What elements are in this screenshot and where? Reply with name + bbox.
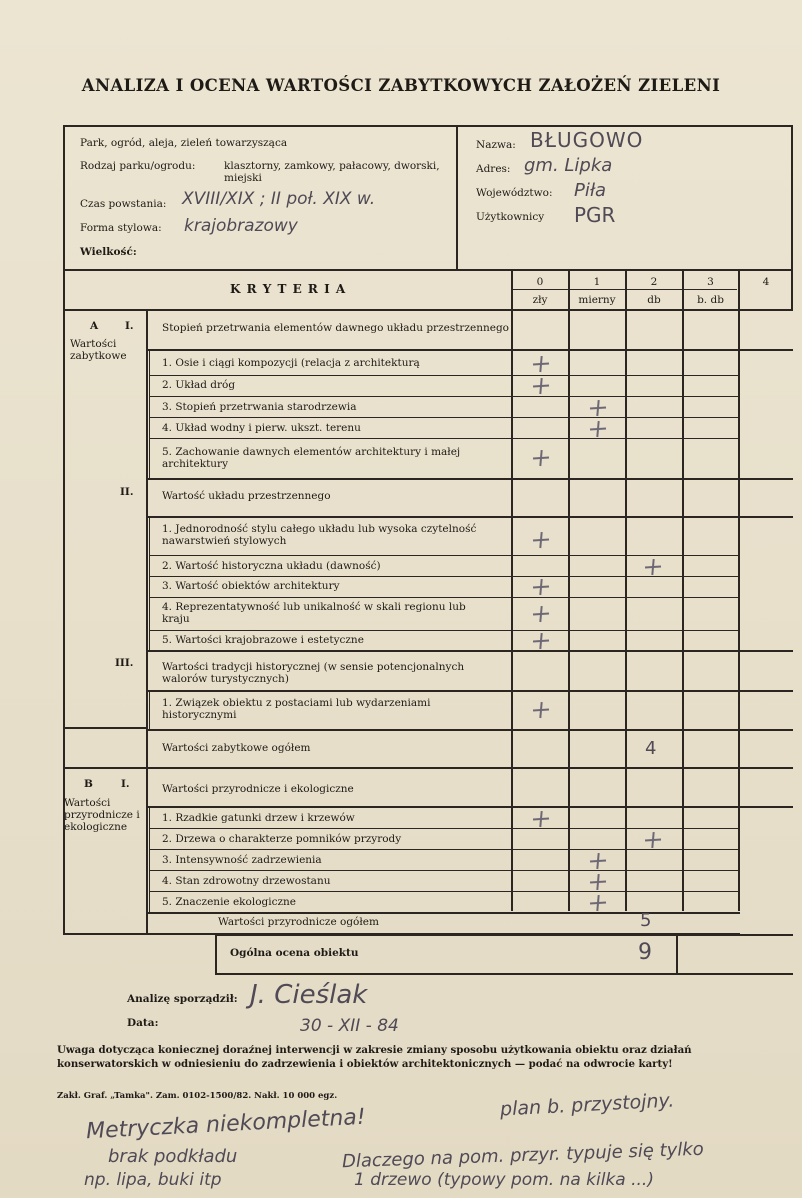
score-mark [645,559,661,575]
row-line [150,438,739,439]
score-mark [533,702,549,718]
a-ii-item-3: 3. Wartość obiektów architektury [162,580,340,592]
score-mark [533,606,549,622]
handwritten-note-6: 1 drzewo (typowy pom. na kilka ...) [354,1170,654,1190]
a-ii-item-5: 5. Wartości krajobrazowe i estetyczne [162,634,364,646]
grade-3: b. db [697,294,724,306]
score-mark [590,853,606,869]
item-border [149,691,150,729]
score-0: 0 [536,276,544,288]
b-i-item-1: 1. Rzadkie gatunki drzew i krzewów [162,812,355,824]
score-mark [533,633,549,649]
item-border [149,350,150,478]
score-mark [590,874,606,890]
nazwa-label: Nazwa: [476,139,516,151]
czas-label: Czas powstania: [80,198,167,210]
score-mark [590,400,606,416]
section-b-name: Wartości przyrodnicze i ekologiczne [64,797,140,833]
a-total-divider [63,727,147,729]
row-line [150,630,739,631]
a-total-top-line [147,729,793,731]
row-line [150,828,739,829]
overall-label: Ogólna ocena obiektu [230,947,359,959]
section-a-letter: A [90,320,99,332]
overall-top-line [215,934,793,936]
score-4: 4 [762,276,770,288]
section-b-letter: B [84,778,93,790]
data-label: Data: [127,1017,159,1029]
row-line [150,576,739,577]
score-mark [533,811,549,827]
overall-bottom-line [215,973,793,975]
a-ii-top-line [147,478,793,480]
adres-value: gm. Lipka [524,155,613,176]
sporzadzil-signature: J. Cieślak [250,980,368,1010]
a-iii-title-line [147,690,793,692]
wielkosc-label: Wielkość: [80,246,137,258]
row-line [150,417,739,418]
a-i-title: Stopień przetrwania elementów dawnego układu przestrzennego [162,322,509,334]
section-a-roman: I. [125,320,134,332]
wojewodztwo-label: Województwo: [476,187,553,199]
b-i-item-4: 4. Stan zdrowotny drzewostanu [162,875,331,887]
col-line-1 [568,270,570,911]
section-a-name: Wartości zabytkowe [70,338,127,362]
a-iii-top-line [147,650,793,652]
handwritten-note-5: np. lipa, buki itp [84,1170,222,1190]
score-mark [590,421,606,437]
row-line [150,597,739,598]
col-line-0 [511,270,513,911]
rodzaj-label: Rodzaj parku/ogrodu: [80,160,196,172]
kryteria-label: K R Y T E R I A [230,282,347,296]
overall-left [215,934,217,975]
a-ii-item-1: 1. Jednorodność stylu całego układu lub wysoka czytelność nawarstwień stylowych [162,523,477,547]
row-line [150,375,739,376]
a-ii-title: Wartość układu przestrzennego [162,490,331,502]
item-border [149,807,150,913]
handwritten-note-3: brak podkładu [108,1146,238,1167]
grade-0: zły [532,294,548,306]
a-iii-item-1: 1. Związek obiektu z postaciami lub wydarzeniami historycznymi [162,697,431,721]
score-mark [533,378,549,394]
wojewodztwo-value: Piła [574,180,607,201]
park-label: Park, ogród, aleja, zieleń towarzysząca [80,137,288,149]
data-value: 30 - XII - 84 [300,1016,399,1036]
b-total-label: Wartości przyrodnicze ogółem [218,916,379,928]
score-3: 3 [707,276,714,288]
a-i-item-5: 5. Zachowanie dawnych elementów architektury i małej architektury [162,446,461,470]
header-bottom-line [63,269,793,271]
adres-label: Adres: [476,163,511,175]
handwritten-note-1: Metryczka niekompletna! [85,1104,367,1145]
a-i-item-3: 3. Stopień przetrwania starodrzewia [162,401,357,413]
sporzadzil-label: Analizę sporządził: [127,993,238,1005]
print-info: Zakł. Graf. „Tamka". Zam. 0102-1500/82. Nakł. 10 000 egz. [57,1091,338,1101]
czas-value: XVIII/XIX ; II poł. XIX w. [182,189,376,209]
handwritten-note-2: plan b. przystojny. [499,1089,675,1121]
row-line [150,396,739,397]
overall-divider [676,934,678,975]
header-divider [456,125,458,270]
b-i-item-2: 2. Drzewa o charakterze pomników przyrody [162,833,402,845]
b-i-title: Wartości przyrodnicze i ekologiczne [162,783,354,795]
grade-2: db [647,294,661,306]
score-mark [533,356,549,372]
a-i-item-1: 1. Osie i ciągi kompozycji (relacja z architekturą [162,357,420,369]
uzytkownicy-value: PGR [574,203,616,227]
score-mark [533,532,549,548]
b-i-title-line [147,806,793,808]
b-i-item-3: 3. Intensywność zadrzewienia [162,854,322,866]
col-line-4 [738,270,740,911]
forma-label: Forma stylowa: [80,222,162,234]
section-a-ii-roman: II. [120,486,134,498]
nazwa-value: BŁUGOWO [530,128,644,152]
row-line [150,849,739,850]
forma-value: krajobrazowy [184,216,298,236]
a-i-item-4: 4. Układ wodny i pierw. ukszt. terenu [162,422,361,434]
b-total-value: 5 [640,910,652,931]
a-total-value: 4 [645,738,657,759]
score-mark [645,832,661,848]
section-b-roman: I. [121,778,130,790]
row-line [150,891,739,892]
a-total-label: Wartości zabytkowe ogółem [162,742,311,754]
grade-1: mierny [578,294,616,306]
a-i-item-2: 2. Układ dróg [162,379,236,391]
header-right-border [791,125,793,270]
a-ii-title-line [147,516,793,518]
b-i-item-5: 5. Znaczenie ekologiczne [162,896,297,908]
row-line [150,555,739,556]
uwaga-note: Uwaga dotycząca koniecznej doraźnej interwencji w zakresie zmiany sposobu użytkowania obiektu oraz działań konserwatorskich w odniesieniu do zadrzewienia i obiektów architektonicznych — podać na odwrocie karty! [57,1044,692,1070]
ab-divider [63,767,793,769]
item-border [149,517,150,651]
uzytkownicy-label: Użytkownicy [476,211,545,223]
kryteria-bottom-line [63,309,793,311]
a-ii-item-4: 4. Reprezentatywność lub unikalność w skali regionu lub kraju [162,601,466,625]
score-mark [590,895,606,911]
score-1: 1 [593,276,601,288]
document-title: ANALIZA I OCENA WARTOŚCI ZABYTKOWYCH ZAŁOŻEŃ ZIELENI [81,76,721,95]
overall-value: 9 [638,940,652,965]
a-ii-item-2: 2. Wartość historyczna układu (dawność) [162,560,381,572]
score-mark [533,450,549,466]
category-divider [146,310,148,935]
row-line [150,870,739,871]
handwritten-note-4: Dlaczego na pom. przyr. typuje się tylko [341,1138,705,1173]
section-a-iii-roman: III. [115,657,134,669]
col-line-3 [682,270,684,911]
col-line-2 [625,270,627,911]
header-top-line [63,125,793,127]
score-2: 2 [650,276,658,288]
a-iii-title: Wartości tradycji historycznej (w sensie potencjonalnych walorów turystycznych) [162,661,465,685]
row-line [150,350,512,351]
rodzaj-options: klasztorny, zamkowy, pałacowy, dworski, miejski [224,160,440,184]
score-mark [533,579,549,595]
